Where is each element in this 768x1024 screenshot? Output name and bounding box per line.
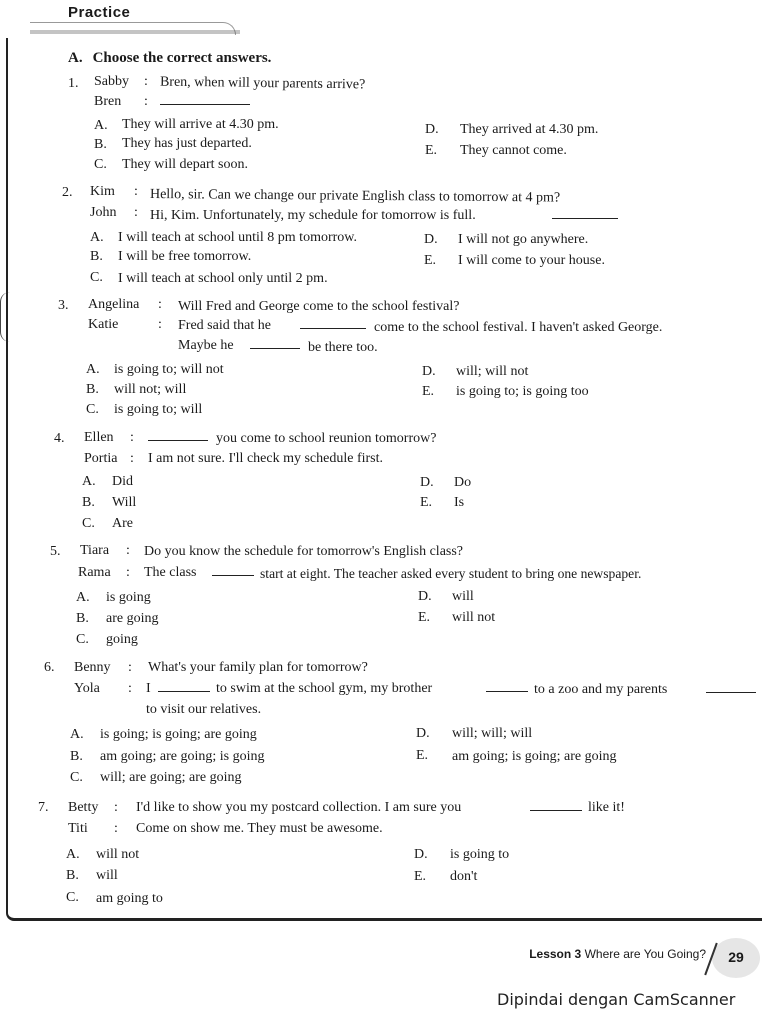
dialogue-text: Fred said that he <box>178 318 271 333</box>
option-text[interactable]: is going to; will <box>114 402 203 417</box>
option-text[interactable]: will not; will <box>114 382 187 397</box>
answer-blank[interactable] <box>706 682 756 698</box>
option-letter: C. <box>94 157 107 172</box>
dialogue-text: Come on show me. They must be awesome. <box>136 821 383 836</box>
speaker-colon: : <box>144 94 148 109</box>
speaker-colon: : <box>130 451 134 466</box>
question-number: 1. <box>68 76 79 91</box>
dialogue-text: Do you know the schedule for tomorrow's English class? <box>144 544 464 559</box>
dialogue-text: I am not sure. I'll check my schedule first. <box>148 451 384 466</box>
option-letter: E. <box>422 384 435 399</box>
dialogue-text: be there too. <box>308 340 378 355</box>
question-number: 7. <box>38 800 49 815</box>
option-text[interactable]: am going; are going; is going <box>100 749 265 764</box>
option-text[interactable]: They will depart soon. <box>122 157 248 172</box>
speaker-colon: : <box>128 681 132 696</box>
option-letter: D. <box>422 364 436 379</box>
speaker-colon: : <box>144 74 148 89</box>
speaker-name: Tiara <box>80 543 110 558</box>
speaker-colon: : <box>114 800 118 815</box>
option-letter: D. <box>420 475 434 490</box>
option-letter: A. <box>76 590 90 605</box>
speaker-name: Betty <box>68 800 99 815</box>
dialogue-text: to visit our relatives. <box>146 702 262 717</box>
option-letter: B. <box>82 495 95 510</box>
option-letter: D. <box>418 589 432 604</box>
frame-left-mark <box>0 292 11 342</box>
dialogue-text: I <box>146 681 151 696</box>
speaker-colon: : <box>134 205 138 220</box>
option-letter: E. <box>425 143 438 158</box>
speaker-name: John <box>90 205 117 220</box>
option-letter: A. <box>94 118 108 133</box>
option-letter: B. <box>86 382 99 397</box>
option-text[interactable]: I will teach at school only until 2 pm. <box>118 271 328 286</box>
option-text[interactable]: Do <box>454 475 472 490</box>
option-letter: E. <box>424 253 437 268</box>
option-letter: C. <box>66 890 79 905</box>
option-text[interactable]: is going to; will not <box>114 362 224 377</box>
option-letter: A. <box>70 727 84 742</box>
option-letter: E. <box>420 495 433 510</box>
speaker-colon: : <box>126 543 130 558</box>
question-number: 5. <box>50 544 61 559</box>
dialogue-text: like it! <box>588 800 625 815</box>
option-text[interactable]: will <box>452 589 474 604</box>
answer-blank[interactable] <box>160 94 250 110</box>
speaker-name: Bren <box>94 94 122 109</box>
option-text[interactable]: They has just departed. <box>122 136 252 151</box>
speaker-name: Benny <box>74 660 111 675</box>
speaker-name: Titi <box>68 821 88 836</box>
option-text[interactable]: is going; is going; are going <box>100 727 257 742</box>
option-letter: D. <box>425 122 439 137</box>
answer-blank[interactable] <box>148 430 208 446</box>
speaker-name: Kim <box>90 184 115 199</box>
question-number: 3. <box>58 298 69 313</box>
answer-blank[interactable] <box>300 318 366 334</box>
option-letter: B. <box>66 868 79 883</box>
dialogue-text: Hi, Kim. Unfortunately, my schedule for tomorrow is full. <box>150 208 476 223</box>
option-letter: C. <box>82 516 95 531</box>
option-text[interactable]: I will be free tomorrow. <box>118 249 252 264</box>
option-letter: E. <box>418 610 431 625</box>
footer-lesson-title: Where are You Going? <box>584 947 706 961</box>
option-letter: A. <box>66 847 80 862</box>
speaker-colon: : <box>158 297 162 312</box>
option-text[interactable]: am going to <box>96 891 163 906</box>
dialogue-text: I'd like to show you my postcard collection. I am sure you <box>136 800 462 815</box>
speaker-name: Rama <box>78 565 111 580</box>
option-letter: E. <box>416 748 429 763</box>
option-letter: C. <box>70 770 83 785</box>
option-text[interactable]: is going <box>106 590 151 605</box>
section-heading <box>68 50 271 67</box>
option-letter: C. <box>86 402 99 417</box>
speaker-name: Yola <box>74 681 100 696</box>
option-text[interactable]: I will not go anywhere. <box>458 232 589 247</box>
page-number: 29 <box>728 949 744 965</box>
page-header-title: Practice <box>68 4 131 21</box>
option-letter: D. <box>416 726 430 741</box>
answer-blank[interactable] <box>212 565 254 581</box>
speaker-colon: : <box>128 660 132 675</box>
option-letter: E. <box>414 869 427 884</box>
option-text[interactable]: are going <box>106 611 159 626</box>
option-text[interactable]: Will <box>112 495 137 510</box>
answer-blank[interactable] <box>250 338 300 354</box>
speaker-name: Portia <box>84 451 118 466</box>
header-shadow-bar <box>30 30 240 34</box>
answer-blank[interactable] <box>552 208 618 224</box>
dialogue-text: to swim at the school gym, my brother <box>216 681 433 696</box>
speaker-colon: : <box>126 565 130 580</box>
option-text[interactable]: I will teach at school until 8 pm tomorrow. <box>118 230 357 245</box>
option-text[interactable]: will not <box>96 847 140 862</box>
speaker-name: Ellen <box>84 430 114 445</box>
dialogue-text: Maybe he <box>178 338 234 353</box>
dialogue-text: The class <box>144 565 197 580</box>
speaker-colon: : <box>114 821 118 836</box>
option-text[interactable]: will; are going; are going <box>100 770 242 785</box>
page-footer <box>529 947 706 961</box>
option-letter: A. <box>90 230 104 245</box>
option-text[interactable]: They cannot come. <box>460 143 567 158</box>
option-text[interactable]: will; will not <box>456 364 529 379</box>
speaker-name: Angelina <box>88 297 140 312</box>
option-letter: D. <box>414 847 428 862</box>
speaker-colon: : <box>134 184 138 199</box>
option-text[interactable]: Did <box>112 474 133 489</box>
speaker-name: Katie <box>88 317 119 332</box>
question-number: 2. <box>62 185 73 200</box>
option-letter: B. <box>76 611 89 626</box>
speaker-name: Sabby <box>94 74 129 89</box>
option-letter: A. <box>82 474 96 489</box>
question-number: 4. <box>54 431 65 446</box>
dialogue-text: start at eight. The teacher asked every student to bring one newspaper. <box>260 566 642 581</box>
option-letter: B. <box>70 749 83 764</box>
option-letter: B. <box>94 137 107 152</box>
option-text[interactable]: going <box>106 632 138 647</box>
option-text[interactable]: will; will; will <box>452 726 533 741</box>
option-text[interactable]: Are <box>112 516 133 531</box>
dialogue-text: you come to school reunion tomorrow? <box>216 431 437 446</box>
section-letter: A. <box>68 50 83 66</box>
section-title-text: Choose the correct answers. <box>92 50 272 66</box>
option-letter: C. <box>76 632 89 647</box>
speaker-colon: : <box>130 430 134 445</box>
option-text[interactable]: They will arrive at 4.30 pm. <box>122 117 279 132</box>
dialogue-text: What's your family plan for tomorrow? <box>148 660 368 675</box>
answer-blank[interactable] <box>486 681 528 697</box>
dialogue-text: Will Fred and George come to the school festival? <box>178 299 460 314</box>
option-text[interactable]: I will come to your house. <box>458 253 605 268</box>
option-text[interactable]: don't <box>450 869 478 884</box>
option-text[interactable]: am going; is going; are going <box>452 749 617 764</box>
option-text[interactable]: They arrived at 4.30 pm. <box>460 122 599 137</box>
question-number: 6. <box>44 660 55 675</box>
option-text[interactable]: is going to <box>450 847 510 862</box>
answer-blank[interactable] <box>530 800 582 816</box>
footer-lesson-number: Lesson 3 <box>529 947 582 961</box>
dialogue-text: to a zoo and my parents <box>534 682 668 697</box>
dialogue-text: Bren, when will your parents arrive? <box>159 74 366 93</box>
option-text[interactable]: will not <box>452 610 496 625</box>
option-letter: C. <box>90 270 103 285</box>
dialogue-text: Hello, sir. Can we change our private English class to tomorrow at 4 pm? <box>149 187 561 206</box>
scanner-watermark: Dipindai dengan CamScanner <box>497 990 736 1009</box>
option-text[interactable]: is going to; is going too <box>456 384 589 399</box>
option-letter: D. <box>424 232 438 247</box>
answer-blank[interactable] <box>158 681 210 697</box>
option-letter: B. <box>90 249 103 264</box>
option-text[interactable]: Is <box>454 495 465 510</box>
dialogue-text: come to the school festival. I haven't asked George. <box>374 320 663 335</box>
option-text[interactable]: will <box>96 868 118 883</box>
option-letter: A. <box>86 362 100 377</box>
speaker-colon: : <box>158 317 162 332</box>
